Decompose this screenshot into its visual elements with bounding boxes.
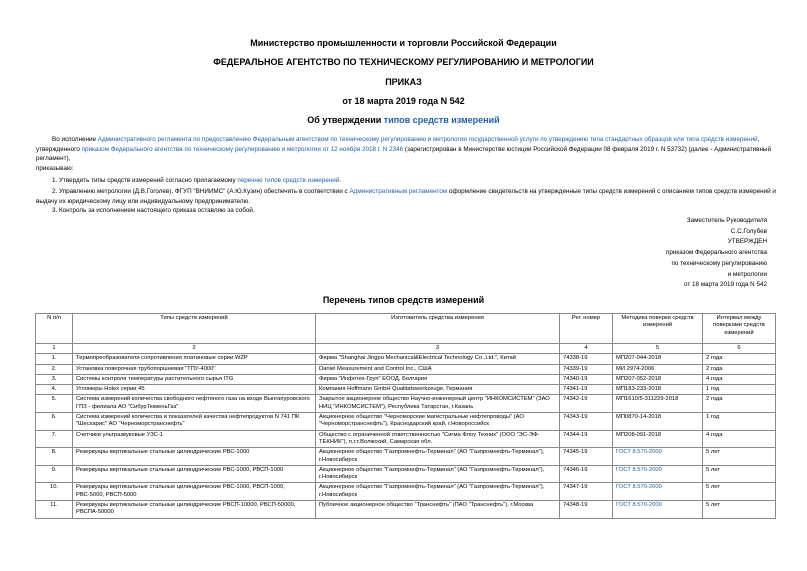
approved-line-1: приказом Федерального агентства [665, 249, 767, 257]
row-reg-number: 74348-19 [560, 501, 613, 519]
row-maker: Фирма "Shanghai Jingpu Mechanical&Electrical Technology Co.,Ltd.", Китай [316, 354, 560, 364]
doc-date-number: от 18 марта 2019 года N 542 [342, 96, 465, 106]
row-reg-number: 74347-19 [560, 483, 613, 501]
row-number: 7. [36, 430, 73, 448]
table-colnum-row [36, 344, 776, 354]
row-method: МП0870-14-2018 [613, 413, 703, 431]
gost-link[interactable]: ГОСТ 8.570-2000 [616, 502, 662, 509]
signer-name: С.С.Голубев [730, 227, 767, 235]
row-number: 9. [36, 465, 73, 483]
table-row [36, 364, 776, 374]
row-method [613, 501, 703, 519]
order-2346-link[interactable]: приказом Федерального агентства по техническому регулированию и метрологии от 12 ноября 2018 г. N 2346 [81, 145, 404, 153]
agency-title: ФЕДЕРАЛЬНОЕ АГЕНТСТВО ПО ТЕХНИЧЕСКОМУ РЕГУЛИРОВАНИЮ И МЕТРОЛОГИИ [213, 57, 594, 67]
row-type: Угломеры Holex серии 45 [73, 385, 316, 395]
colnum-4: 4 [560, 344, 613, 354]
row-type: Резервуары вертикальные стальные цилиндрические РВС-1000 [73, 448, 316, 466]
colnum-3: 3 [316, 344, 560, 354]
row-interval: 4 года [703, 374, 776, 384]
row-number: 1. [36, 354, 73, 364]
row-reg-number: 74345-19 [560, 448, 613, 466]
row-type: Счетчики ультразвуковые УЗС-1 [73, 430, 316, 448]
preamble-text-b: , утвержденного [36, 136, 760, 153]
row-reg-number: 74342-19 [560, 395, 613, 413]
row-interval: 2 года [703, 395, 776, 413]
row-method: МП208-091-2018 [613, 430, 703, 448]
colnum-6: 6 [703, 344, 776, 354]
item-2-text-b: оформление свидетельств на утвержденные типы средств измерений с описанием типов средств измерений и выдачу их юридическому лицу или индивидуальному предпринимателю. [36, 188, 776, 205]
item-1-text: 1. Утвердить типы средств измерений согласно прилагаемому [52, 177, 238, 184]
approved-label: УТВЕРЖДЕН [727, 238, 767, 246]
row-maker: Акционерное общество "Газпромнефть-Терминал" (АО "Газпромнефть-Терминал"), г.Новосибирск [316, 483, 560, 501]
paragraph-preamble [36, 135, 778, 164]
row-interval: 2 года [703, 364, 776, 374]
row-interval: 5 лет [703, 501, 776, 519]
row-type: Установка поверочная трубопоршневая "ТПУ-4000" [73, 364, 316, 374]
measurement-types-table [35, 313, 776, 519]
header-method: Методика поверки средств измерений [613, 314, 703, 344]
preamble-text-a: Во исполнение [52, 136, 98, 143]
row-interval: 1 год [703, 385, 776, 395]
row-interval: 5 лет [703, 483, 776, 501]
row-method: МП1610/5-311229-2018 [613, 395, 703, 413]
table-row [36, 501, 776, 519]
table-row [36, 385, 776, 395]
row-number: 3. [36, 374, 73, 384]
row-reg-number: 74339-19 [560, 364, 613, 374]
table-row [36, 354, 776, 364]
doc-title-prefix: Об утверждении [307, 115, 384, 125]
paragraph-item-3: 3. Контроль за исполнением настоящего приказа оставляю за собой. [52, 207, 255, 214]
row-maker: Daniel Measurement and Control Inc., США [316, 364, 560, 374]
row-maker: Акционерное общество "Газпромнефть-Терминал" (АО "Газпромнефть-Терминал"), г.Новосибирск [316, 448, 560, 466]
header-type: Типы средств измерений [73, 314, 316, 344]
row-interval: 5 лет [703, 465, 776, 483]
table-row [36, 430, 776, 448]
row-number: 10. [36, 483, 73, 501]
approved-line-4: от 18 марта 2019 года N 542 [683, 281, 767, 289]
ministry-title: Министерство промышленности и торговли Российской Федерации [250, 38, 557, 48]
row-number: 6. [36, 413, 73, 431]
row-method: МП183-233-2018 [613, 385, 703, 395]
header-interval: Интервал между поверками средств измерений [703, 314, 776, 344]
colnum-1: 1 [36, 344, 73, 354]
row-number: 5. [36, 395, 73, 413]
header-reg: Рег. номер [560, 314, 613, 344]
row-interval: 2 года [703, 354, 776, 364]
preamble-text-c: (зарегистрирован в Министерстве юстиции Российской Федерации 08 февраля 2019 г. N 53732) (далее - Административный регламент), [36, 145, 771, 163]
row-reg-number: 74343-19 [560, 413, 613, 431]
row-maker: Фирма "Инфотех-Груп" ЕООД, Болгария [316, 374, 560, 384]
row-interval: 4 года [703, 430, 776, 448]
row-maker: Компания Hoffmann GmbH Qualitatswerkzeuge, Германия [316, 385, 560, 395]
approved-line-2: по техническому регулированию [671, 259, 767, 267]
doc-title-link[interactable]: типов средств измерений [383, 115, 500, 125]
row-method: МИ 2974-2006 [613, 364, 703, 374]
row-method [613, 483, 703, 501]
table-row [36, 374, 776, 384]
colnum-2: 2 [73, 344, 316, 354]
paragraph-item-1 [36, 176, 778, 186]
item-1-end: . [339, 177, 342, 184]
doc-title [0, 115, 807, 125]
admin-regulation-link[interactable]: Административным регламентом [349, 188, 448, 195]
row-reg-number: 74344-19 [560, 430, 613, 448]
paragraph-item-2 [36, 187, 778, 206]
header-maker: Изготовитель средства измерения [316, 314, 560, 344]
doc-type: ПРИКАЗ [385, 77, 422, 87]
row-maker: Закрытое акционерное общество Научно-инженерный центр "ИНКОМСИСТЕМ" (ЗАО НИЦ "ИНКОМСИСТЕМ"), Республика Татарстан, г.Казань [316, 395, 560, 413]
row-maker: Акционерное общество "Газпромнефть-Терминал" (АО "Газпромнефть-Терминал"), г.Новосибирск [316, 465, 560, 483]
table-row [36, 413, 776, 431]
row-maker: Публичное акционерное общество "Транснефть" (ПАО "Транснефть"), г.Москва [316, 501, 560, 519]
signer-position: Заместитель Руководителя [686, 217, 767, 224]
colnum-5: 5 [613, 344, 703, 354]
row-type: Система измерений количества и показателей качества нефтепродуктов N 741 ПК "Шесхарис" АО "Черноморстранснефть" [73, 413, 316, 431]
approved-line-3: и метрологии [727, 270, 767, 278]
row-type: Резервуары вертикальные стальные цилиндрические РВСП-10000, РВСП-50000, РВСПА-50000 [73, 501, 316, 519]
row-number: 8. [36, 448, 73, 466]
signature-block [467, 216, 767, 291]
row-type: Системы контроля температуры растительного сырья ITG [73, 374, 316, 384]
header-number: N п/п [36, 314, 73, 344]
table-body [36, 354, 776, 518]
paragraph-order-word: приказываю: [36, 165, 74, 172]
regulation-link[interactable]: Административного регламента по предоставлению Федеральным агентством по техническому регулированию и метрологии государственной услуги по утверждению типа стандартных образцов или типа средств измерений [97, 136, 758, 143]
row-method [613, 465, 703, 483]
row-maker: Акционерное общество "Черноморские магистральные нефтепроводы" (АО "Черноморстранснефть"), Краснодарский край, г.Новороссийск [316, 413, 560, 431]
list-link[interactable]: перечню типов средств измерений [237, 177, 340, 184]
gost-link[interactable]: ГОСТ 8.570-2000 [616, 449, 662, 456]
row-reg-number: 74341-19 [560, 385, 613, 395]
row-number: 4. [36, 385, 73, 395]
row-method [613, 448, 703, 466]
row-reg-number: 74340-19 [560, 374, 613, 384]
row-method: МП207-044-2018 [613, 354, 703, 364]
list-title: Перечень типов средств измерений [322, 295, 485, 305]
gost-link[interactable]: ГОСТ 8.570-2000 [616, 484, 662, 491]
row-number: 2. [36, 364, 73, 374]
gost-link[interactable]: ГОСТ 8.570-2000 [616, 466, 662, 473]
row-type: Резервуары вертикальные стальные цилиндрические РВС-1000, РВСП-1000 [73, 465, 316, 483]
table-row [36, 483, 776, 501]
row-number: 11. [36, 501, 73, 519]
row-interval: 5 лет [703, 448, 776, 466]
row-type: Термопреобразователи сопротивления платиновые серии WZP [73, 354, 316, 364]
row-type: Резервуары вертикальные стальные цилиндрические РВС-1000, РВСП-1000, РВС-5000, РВСП-5000 [73, 483, 316, 501]
row-interval: 1 год [703, 413, 776, 431]
row-reg-number: 74346-19 [560, 465, 613, 483]
row-method: МП207-052-2018 [613, 374, 703, 384]
table-header-row [36, 314, 776, 344]
row-maker: Общество с ограниченной ответственностью "Сигма Флоу Техник" (ООО "ЭС-ЭФ-ТЕКНИК"), п.г.т.Волжский, Самарская обл. [316, 430, 560, 448]
table-row [36, 395, 776, 413]
row-type: Система измерений количества свободного нефтяного газа на входе Вынгапуровского ГПЗ - филиала АО "СибурТюменьГаз" [73, 395, 316, 413]
row-reg-number: 74338-19 [560, 354, 613, 364]
table-row [36, 448, 776, 466]
item-2-text-a: 2. Управлению метрологии (Д.В.Гоголев), ФГУП "ВНИИМС" (А.Ю.Кузин) обеспечить в соответствии с [52, 188, 350, 195]
table-row [36, 465, 776, 483]
